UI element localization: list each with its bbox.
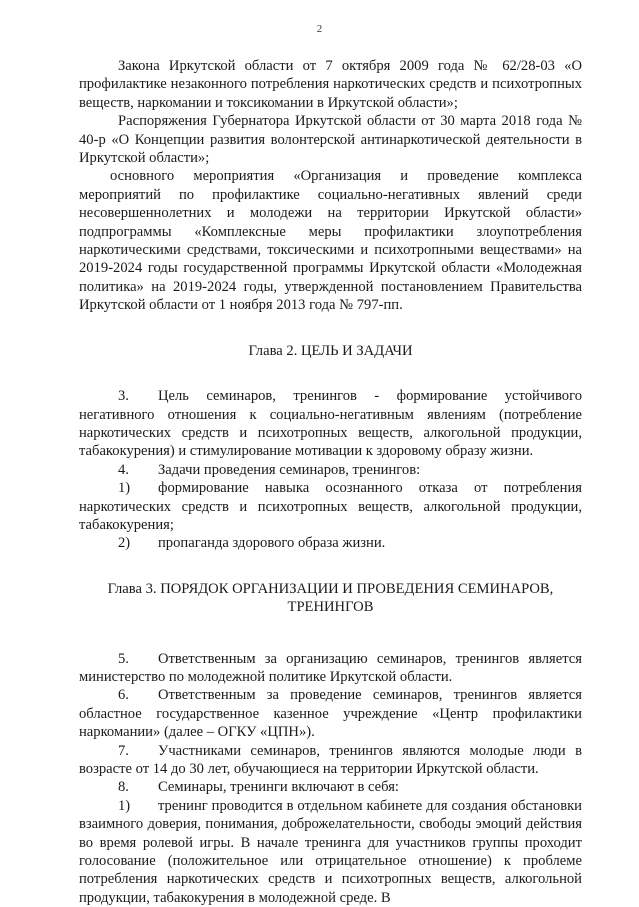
list-item: 3. Цель семинаров, тренингов - формирование устойчивого негативного отношения к социально-негативным явлениям (потребление наркотических средств и психотропных веществ, алкогольной продукции, табакокурения) и стимулирование мотивации к здоровому образу жизни.: [79, 388, 582, 460]
list-item: 8. Семинары, тренинги включают в себя:: [118, 779, 399, 796]
list-item: 7. Участниками семинаров, тренингов являются молодые люди в возрасте от 14 до 30 лет, обучающиеся на территории Иркутской области.: [79, 742, 582, 777]
chapter-3-heading-line2: ТРЕНИНГОВ: [287, 599, 374, 616]
list-item: 5. Ответственным за организацию семинаров, тренингов является министерство по молодежной политике Иркутской области.: [79, 650, 582, 685]
document-body: [79, 57, 582, 907]
paragraph-law: Закона Иркутской области от 7 октября 2009 года № 62/28-03 «О профилактике незаконного потребления наркотических средств и психотропных веществ, наркомании и токсикомании в Иркутской области»;: [79, 58, 582, 111]
list-item: 4. Задачи проведения семинаров, тренингов:: [118, 461, 421, 478]
list-item: 1) тренинг проводится в отдельном кабинете для создания обстановки взаимного доверия, понимания, доброжелательности, свободы эмоций действия во время ролевой игры. В начале тренинга для участников группы проходит голосование (положительное или отрицательное отношение) к проблеме потребления наркотических средств и психотропных веществ, алкогольной продукции, табакокурения в молодежной среде. В: [79, 797, 582, 906]
chapter-2-heading: Глава 2. ЦЕЛЬ И ЗАДАЧИ: [248, 342, 413, 359]
list-item: 6. Ответственным за проведение семинаров, тренингов является областное государственное казенное учреждение «Центр профилактики наркомании» (далее – ОГКУ «ЦПН»).: [79, 687, 582, 741]
chapter-3-heading-line1: Глава 3. ПОРЯДОК ОРГАНИЗАЦИИ И ПРОВЕДЕНИЯ СЕМИНАРОВ,: [107, 580, 554, 597]
paragraph-order: Распоряжения Губернатора Иркутской области от 30 марта 2018 года № 40-р «О Концепции развития волонтерской антинаркотической деятельности в Иркутской области»;: [79, 113, 582, 167]
paragraph-program: основного мероприятия «Организация и проведение комплекса мероприятий по профилактике социально-негативных явлений среди несовершеннолетних и молодежи на территории Иркутской области» подпрограммы «Комплексные меры профилактики злоупотребления наркотическими средствами, токсическими и психотропными веществами» на 2019-2024 годы государственной программы Иркутской области «Молодежная политика» на 2019-2024 годы, утвержденной постановлением Правительства Иркутской области от 1 ноября 2013 года № 797-пп.: [79, 168, 582, 314]
page-number: 2: [316, 23, 323, 35]
list-item: 1) формирование навыка осознанного отказа от потребления наркотических средств и психотропных веществ, алкогольной продукции, табакокурения;: [79, 480, 582, 533]
list-item: 2) пропаганда здорового образа жизни.: [118, 535, 386, 552]
